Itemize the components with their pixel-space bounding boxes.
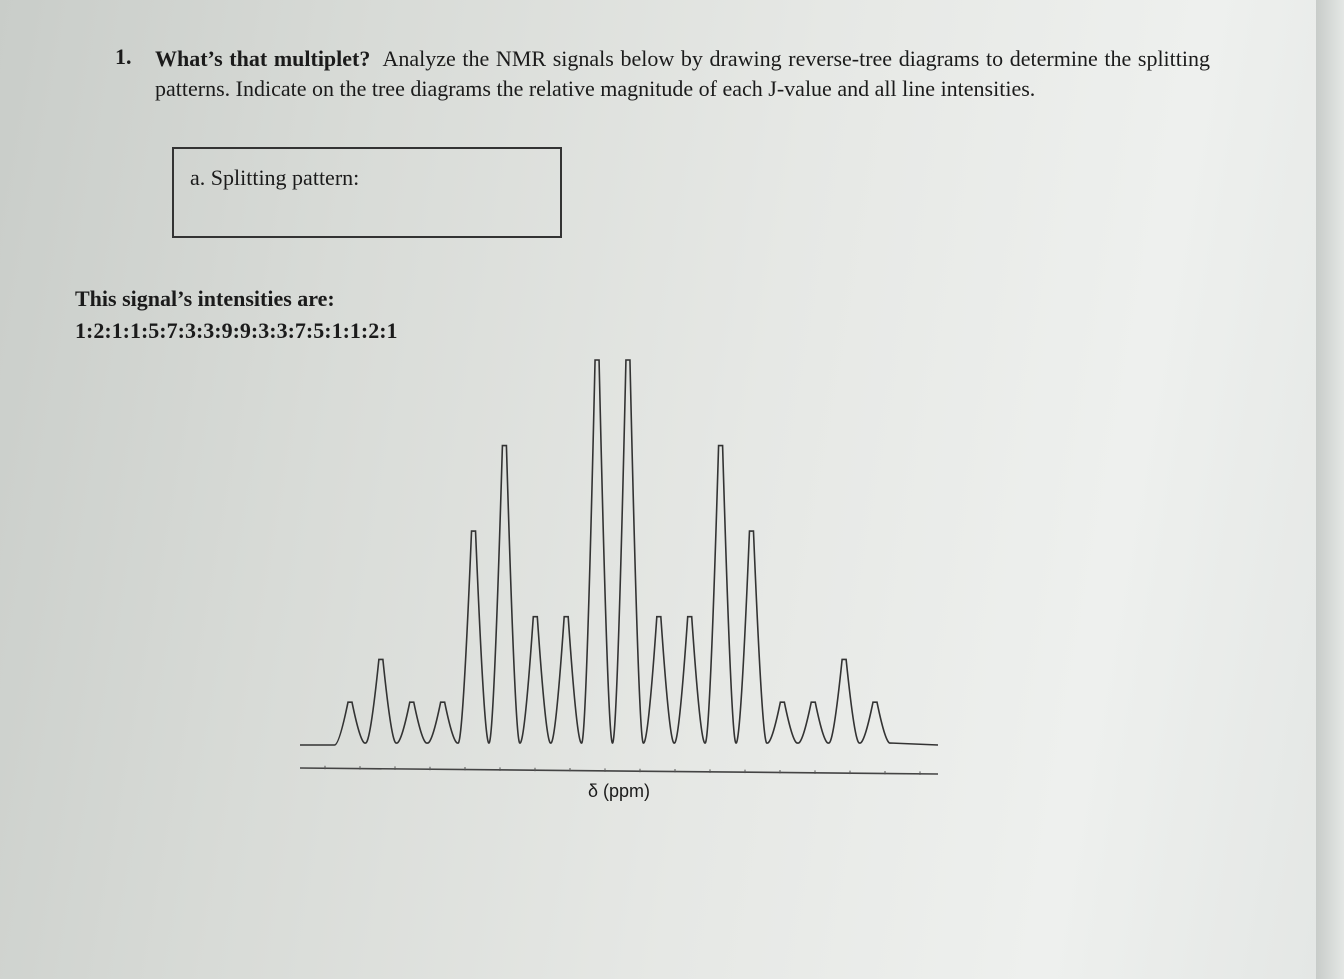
x-axis-line — [300, 768, 938, 774]
peak-6 — [504, 445, 505, 446]
peak-12 — [689, 616, 690, 617]
splitting-pattern-label: a. Splitting pattern: — [190, 165, 360, 190]
peak-9 — [596, 359, 597, 360]
splitting-pattern-box[interactable] — [172, 147, 562, 238]
peak-2 — [380, 659, 381, 660]
question-text — [155, 44, 1210, 104]
peak-17 — [844, 659, 845, 660]
x-axis-label: δ (ppm) — [588, 781, 651, 801]
peak-7 — [535, 616, 536, 617]
signal-intro: This signal’s intensities are: — [75, 286, 335, 311]
peak-marks — [349, 359, 875, 702]
peak-14 — [751, 531, 752, 532]
nmr-spectrum — [290, 350, 950, 790]
screen-edge — [1316, 0, 1344, 979]
peak-5 — [473, 531, 474, 532]
question-heading: What’s that multiplet? — [155, 46, 371, 71]
peak-15 — [782, 702, 783, 703]
peak-18 — [874, 702, 875, 703]
peak-4 — [442, 702, 443, 703]
question-number: 1. — [115, 44, 132, 69]
signal-intensities: 1:2:1:1:5:7:3:3:9:9:3:3:7:5:1:1:2:1 — [75, 318, 398, 343]
question-body: Analyze the NMR signals below by drawing reverse-tree diagrams to determine the splitting patterns. Indicate on the tree diagrams the relative magnitude of each J-value and all line intensities. — [155, 46, 1211, 101]
peak-10 — [627, 359, 628, 360]
peak-1 — [349, 702, 350, 703]
peak-16 — [813, 702, 814, 703]
peak-13 — [720, 445, 721, 446]
peak-3 — [411, 702, 412, 703]
peak-8 — [566, 616, 567, 617]
peak-11 — [658, 616, 659, 617]
spectrum-trace — [300, 360, 938, 745]
